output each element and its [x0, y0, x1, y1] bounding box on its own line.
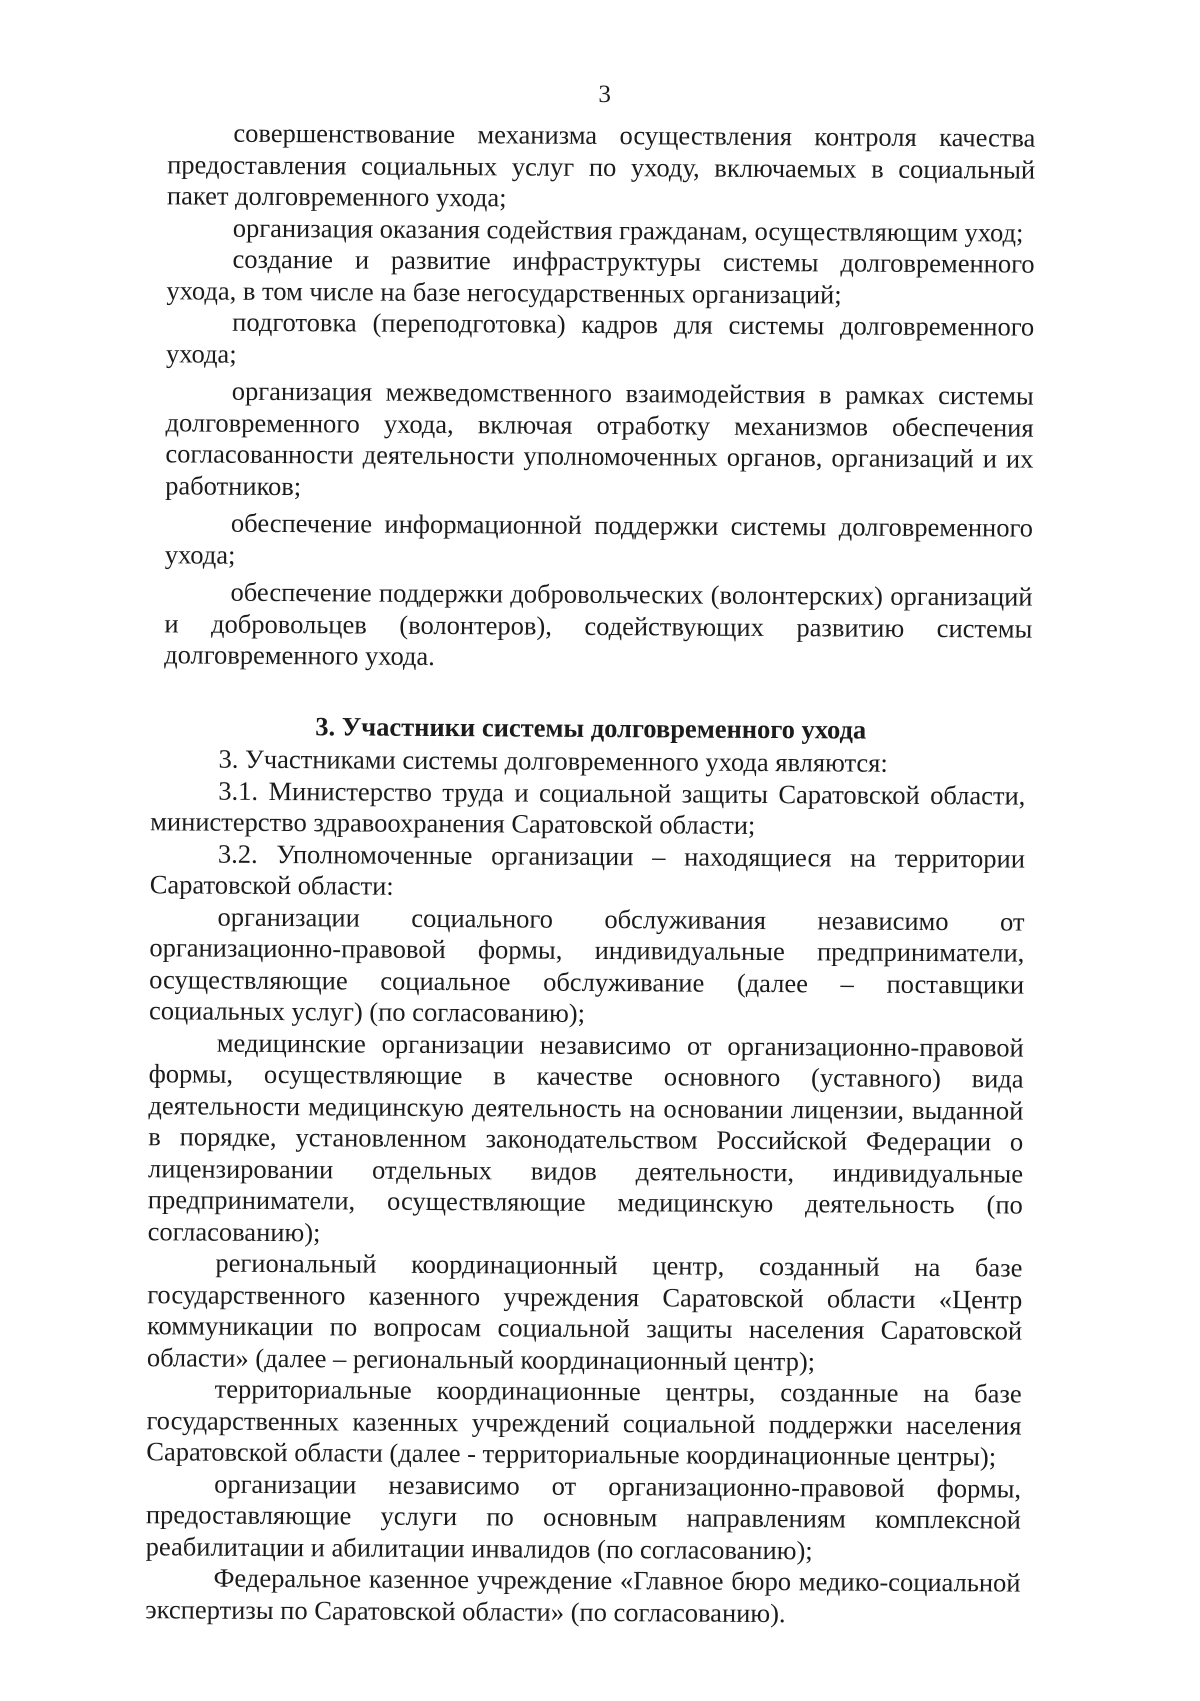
paragraph: региональный координационный центр, созданный на базе государственного казенного учреждения Саратовской области «Центр коммуникации по вопросам социальной защиты населения Саратовской области» (далее – региональный координационный центр); [146, 1247, 1023, 1376]
paragraph: территориальные координационные центры, созданные на базе государственных казенных учреждений социальной поддержки населения Саратовской области (далее - территориальные координационные центры); [146, 1373, 1022, 1472]
paragraph: организация оказания содействия гражданам, осуществляющим уход; [232, 212, 1024, 248]
paragraph: 3.2. Уполномоченные организации – находящиеся на территории Саратовской области: [149, 838, 1026, 901]
paragraph: 3.1. Министерство труда и социальной защиты Саратовской области, министерство здравоохранения Саратовской области; [150, 775, 1026, 840]
paragraph: совершенствование механизма осуществления контроля качества предоставления социальных услуг по уходу, включаемых в социальный пакет долговременного ухода; [166, 117, 1036, 213]
participants-list [145, 743, 1025, 1630]
paragraph: организации социального обслуживания независимо от организационно-правовой формы, индивидуальные предприниматели, осуществляющие социальное обслуживание (далее – поставщики социальных услуг) (по согласованию); [148, 901, 1025, 1028]
page-number: 3 [598, 80, 611, 109]
goals-list [164, 117, 1035, 676]
paragraph: организации независимо от организационно-правовой формы, предоставляющие услуги по основным направлениям комплексной реабилитации и абилитации инвалидов (по согласованию); [145, 1468, 1022, 1565]
paragraph: медицинские организации независимо от организационно-правовой формы, осуществляющие в качестве основного (уставного) вида деятельности медицинскую деятельность на основании лицензии, выданной в порядке, установленном законодательством Российской Федерации о лицензировании отдельных видов деятельности, индивидуальные предприниматели, осуществляющие медицинскую деятельность (по согласованию); [147, 1027, 1024, 1247]
section-heading: 3. Участники системы долговременного ухода [315, 711, 867, 745]
paragraph: Федеральное казенное учреждение «Главное бюро медико-социальной экспертизы по Саратовской области» (по согласованию). [145, 1562, 1021, 1628]
paragraph: обеспечение поддержки добровольческих (волонтерских) организаций и добровольцев (волонтеров), содействующих развитию системы долговременного ухода. [164, 576, 1033, 671]
paragraph: создание и развитие инфраструктуры системы долговременного ухода, в том числе на базе негосударственных организаций; [166, 243, 1035, 309]
paragraph: подготовка (переподготовка) кадров для системы долговременного ухода; [165, 306, 1035, 369]
paragraph: организация межведомственного взаимодействия в рамках системы долговременного ухода, включая отработку механизмов обеспечения согласованности деятельности уполномоченных органов, организаций и их работников; [165, 375, 1034, 501]
paragraph: 3. Участниками системы долговременного ухода являются: [218, 743, 888, 778]
paragraph: обеспечение информационной поддержки системы долговременного ухода; [164, 507, 1034, 570]
